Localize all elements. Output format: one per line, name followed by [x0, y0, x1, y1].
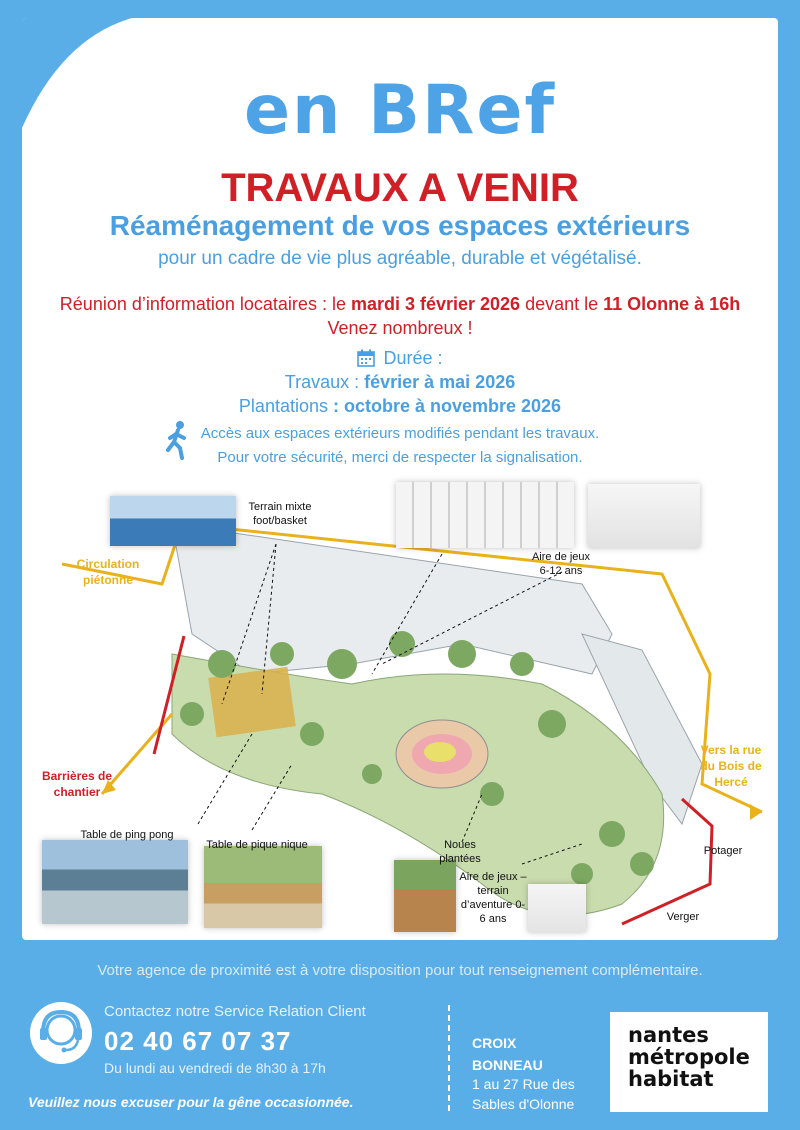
photo-ping-pong	[42, 840, 188, 924]
plantings-label: Plantations	[238, 396, 333, 416]
dotted-separator	[448, 1005, 450, 1113]
en-bref-logo: en BRef	[243, 71, 557, 150]
access-line-2: Pour votre sécurité, merci de respecter la signalisation.	[217, 449, 583, 466]
page-title: TRAVAUX A VENIR	[221, 166, 579, 210]
meeting-date: mardi 3 février 2026	[350, 294, 521, 314]
opening-hours: Du lundi au vendredi de 8h30 à 17h	[104, 1060, 326, 1076]
calendar-icon	[357, 349, 375, 367]
brand-line-3: habitat	[628, 1067, 714, 1091]
photo-balancoire-enfant	[528, 884, 586, 932]
site-name	[472, 1032, 543, 1076]
photo-aire-jeux-6-12	[396, 482, 574, 548]
apology-text: Veuillez nous excuser pour la gêne occasionnée.	[28, 1094, 354, 1110]
meeting-place-time: 11 Olonne à 16h	[603, 294, 741, 314]
meeting-call: Venez nombreux !	[327, 318, 473, 338]
page-subtitle: Réaménagement de vos espaces extérieurs	[109, 210, 691, 241]
label-noues-plantees: Noues plantées	[439, 839, 481, 865]
tagline: pour un cadre de vie plus agréable, durable et végétalisé.	[158, 248, 642, 269]
meeting-prefix: Réunion d’information locataires : le	[59, 294, 351, 314]
poster-panel	[22, 18, 778, 940]
label-aire-jeux-6-12: Aire de jeux 6-12 ans	[531, 551, 591, 577]
brand-text	[628, 1024, 750, 1090]
label-verger: Verger	[666, 911, 700, 923]
site-address-line-1: 1 au 27 Rue des	[472, 1076, 575, 1092]
label-circulation-pietonne: Circulation piétonne	[76, 557, 140, 587]
phone-number[interactable]: 02 40 67 07 37	[104, 1026, 292, 1056]
brand-line-2: métropole	[628, 1045, 750, 1069]
contact-label: Contactez notre Service Relation Client	[104, 1003, 366, 1020]
site-address-line-2: Sables d'Olonne	[472, 1096, 575, 1112]
site-name-line-1: CROIX	[472, 1035, 517, 1051]
site-address	[472, 1074, 575, 1114]
nantes-metropole-habitat-logo	[610, 1012, 768, 1112]
label-aire-jeux-0-6: Aire de jeux – terrain d’aventure 0-6 ans	[459, 871, 527, 925]
label-vers-la-rue: Vers la rue du Bois de Hercé	[700, 743, 762, 789]
label-potager: Potager	[703, 845, 743, 857]
works-period: février à mai 2026	[364, 372, 516, 392]
label-terrain-mixte: Terrain mixte foot/basket	[248, 501, 312, 527]
label-barrieres-chantier: Barrières de chantier	[41, 769, 113, 799]
headset-icon	[28, 1000, 94, 1066]
brand-line-1: nantes	[628, 1023, 709, 1047]
label-ping-pong: Table de ping pong	[80, 829, 174, 841]
photo-aire-jeux-0-6	[394, 860, 456, 932]
plantings-period: : octobre à novembre 2026	[332, 396, 562, 416]
access-info	[22, 422, 778, 470]
label-pique-nique: Table de pique nique	[206, 839, 308, 851]
photo-terrain-mixte	[110, 496, 236, 546]
works-label: Travaux :	[284, 372, 365, 392]
duration-block	[22, 346, 778, 418]
meeting-middle: devant le	[520, 294, 604, 314]
access-line-1: Accès aux espaces extérieurs modifiés pendant les travaux.	[200, 425, 600, 442]
photo-pique-nique	[204, 846, 322, 928]
meeting-info	[22, 292, 778, 340]
photo-balancoires	[588, 484, 700, 548]
site-plan	[22, 464, 778, 940]
site-name-line-2: BONNEAU	[472, 1057, 543, 1073]
agency-info: Votre agence de proximité est à votre disposition pour tout renseignement complémentaire.	[97, 962, 703, 979]
duration-heading: Durée :	[383, 348, 443, 368]
